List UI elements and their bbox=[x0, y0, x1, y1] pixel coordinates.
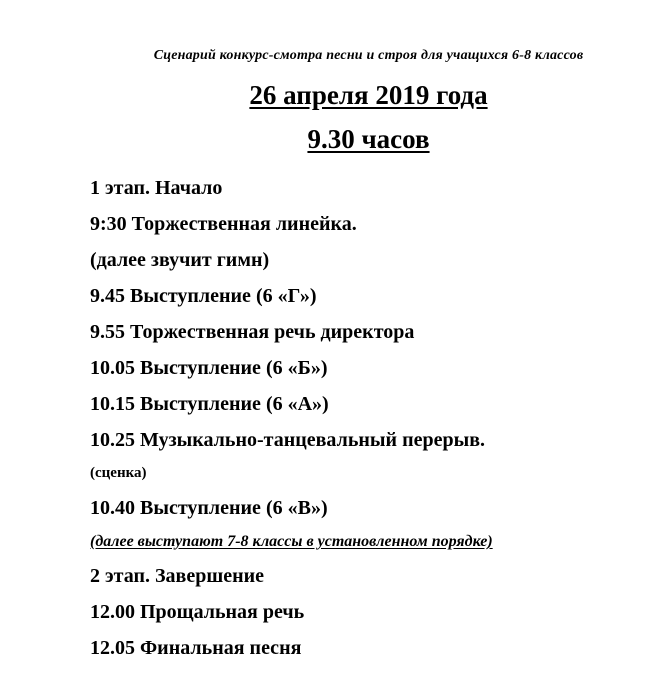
schedule-line: 10.40 Выступление (6 «В») bbox=[90, 497, 328, 519]
schedule-list bbox=[90, 177, 647, 660]
stage-1-heading: 1 этап. Начало bbox=[90, 177, 223, 199]
date-heading: 26 апреля 2019 года bbox=[249, 80, 488, 110]
document-subtitle: Сценарий конкурс-смотра песни и строя для учащихся 6-8 классов bbox=[153, 48, 584, 63]
schedule-line: 10.25 Музыкально-танцевальный перерыв. bbox=[90, 429, 486, 451]
scene-note: (сценка) bbox=[90, 465, 147, 481]
schedule-line: 10.05 Выступление (6 «Б») bbox=[90, 357, 328, 379]
schedule-line: 12.00 Прощальная речь bbox=[90, 601, 305, 623]
schedule-line: (далее звучит гимн) bbox=[90, 249, 270, 271]
time-heading: 9.30 часов bbox=[307, 124, 430, 154]
schedule-line: 12.05 Финальная песня bbox=[90, 637, 302, 659]
stage-2-heading: 2 этап. Завершение bbox=[90, 565, 265, 587]
schedule-line: 9:30 Торжественная линейка. bbox=[90, 213, 357, 235]
schedule-line: 10.15 Выступление (6 «А») bbox=[90, 393, 329, 415]
schedule-line: 9.55 Торжественная речь директора bbox=[90, 321, 415, 343]
schedule-line: 9.45 Выступление (6 «Г») bbox=[90, 285, 317, 307]
order-note: (далее выступают 7-8 классы в установленном порядке) bbox=[90, 533, 493, 550]
